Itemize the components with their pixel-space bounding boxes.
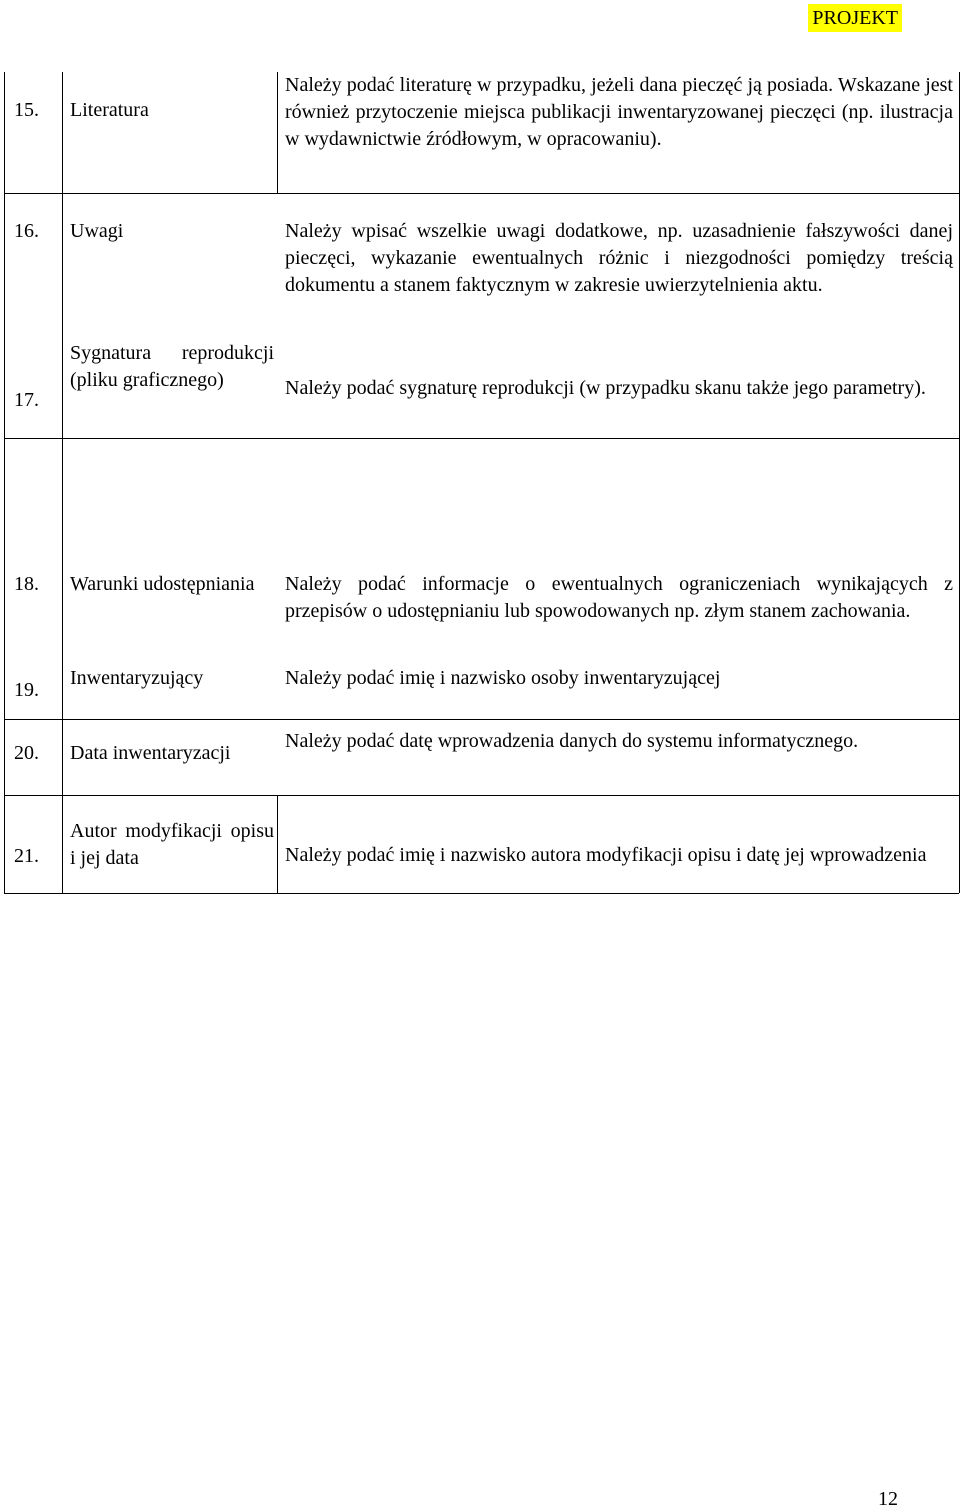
row-description: Należy podać imię i nazwisko osoby inwentaryzującej bbox=[285, 667, 721, 689]
row-field-name: Data inwentaryzacji bbox=[70, 742, 231, 764]
row-number: 21. bbox=[14, 845, 39, 867]
row-field-name: Inwentaryzujący bbox=[70, 667, 204, 689]
row-number: 19. bbox=[14, 679, 39, 701]
row-description: Należy podać sygnaturę reprodukcji (w przypadku skanu także jego parametry). bbox=[285, 377, 926, 399]
row-field-name: Uwagi bbox=[70, 220, 124, 242]
row-field-name: Warunki udostępniania bbox=[70, 573, 255, 595]
project-badge: PROJEKT bbox=[808, 4, 902, 32]
row-number: 15. bbox=[14, 99, 39, 121]
row-field-name: Literatura bbox=[70, 99, 149, 121]
row-number: 16. bbox=[14, 220, 39, 242]
row-description: Należy wpisać wszelkie uwagi dodatkowe, np. uzasadnienie fałszywości danej pieczęci, wykazanie ewentualnych różnic i niezgodności pomiędzy treścią dokumentu a stanem faktycznym w zakresie uwierzytelnienia aktu. bbox=[285, 220, 953, 296]
row-description: Należy podać literaturę w przypadku, jeżeli dana pieczęć ją posiada. Wskazane jest również przytoczenie miejsca publikacji inwentaryzowanej pieczęci (np. ilustracja w wydawnictwie źródłowym, w opracowaniu). bbox=[285, 74, 953, 150]
row-number: 17. bbox=[14, 389, 39, 411]
row-description: Należy podać imię i nazwisko autora modyfikacji opisu i datę jej wprowadzenia bbox=[285, 844, 927, 866]
row-description: Należy podać informacje o ewentualnych ograniczeniach wynikających z przepisów o udostępnianiu lub spowodowanych np. złym stanem zachowania. bbox=[285, 573, 953, 622]
page-number: 12 bbox=[878, 1488, 898, 1510]
row-field-name: Autor modyfikacji opisu i jej data bbox=[70, 820, 274, 869]
row-number: 18. bbox=[14, 573, 39, 595]
row-field-name: Sygnatura reprodukcji (pliku graficznego) bbox=[70, 342, 274, 391]
row-number: 20. bbox=[14, 742, 39, 764]
row-description: Należy podać datę wprowadzenia danych do systemu informatycznego. bbox=[285, 730, 859, 752]
